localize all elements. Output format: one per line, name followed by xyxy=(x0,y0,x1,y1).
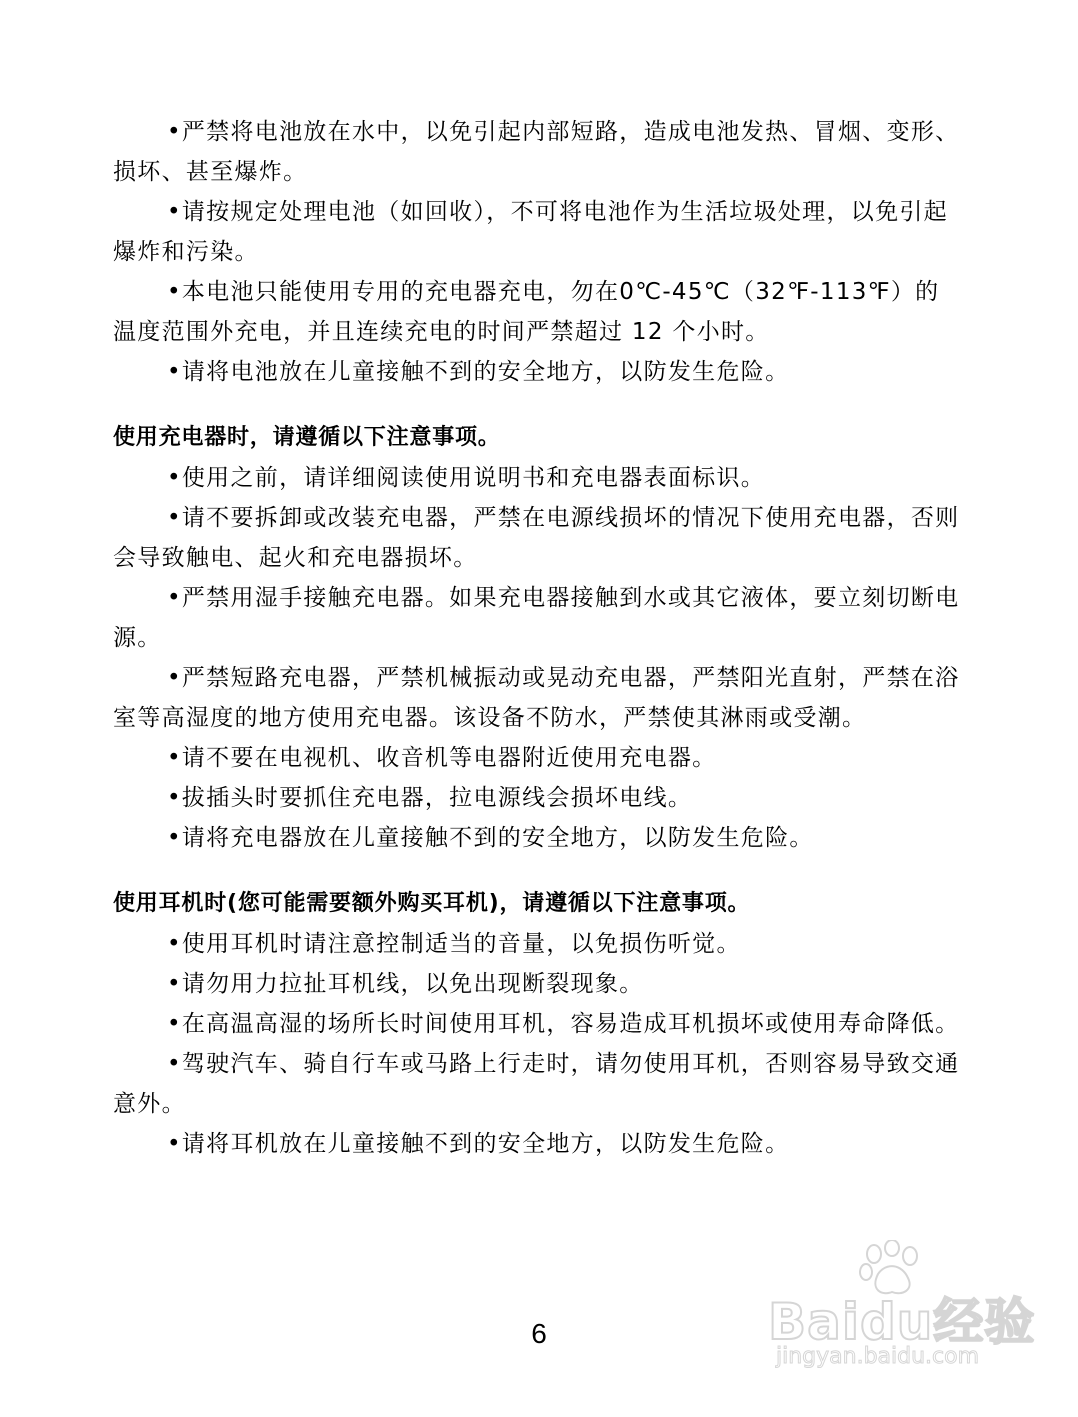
list-item: •严禁用湿手接触充电器。如果充电器接触到水或其它液体，要立刻切断电源。 xyxy=(113,585,960,651)
charger-safety-section xyxy=(113,418,963,858)
list-item: •请将电池放在儿童接触不到的安全地方，以防发生危险。 xyxy=(167,359,790,385)
list-item: •使用耳机时请注意控制适当的音量，以免损伤听觉。 xyxy=(167,931,741,957)
document-body xyxy=(113,112,963,1164)
list-item: •本电池只能使用专用的充电器充电，勿在0℃-45℃（32℉-113℉）的温度范围外充电，并且连续充电的时间严禁超过 12 个小时。 xyxy=(113,279,940,345)
list-item: •请将充电器放在儿童接触不到的安全地方，以防发生危险。 xyxy=(167,825,814,851)
list-item: •请将耳机放在儿童接触不到的安全地方，以防发生危险。 xyxy=(167,1131,790,1157)
section-heading: 使用耳机时(您可能需要额外购买耳机)，请遵循以下注意事项。 xyxy=(113,891,751,916)
list-item: •严禁短路充电器，严禁机械振动或晃动充电器，严禁阳光直射，严禁在浴室等高湿度的地方使用充电器。该设备不防水，严禁使其淋雨或受潮。 xyxy=(113,665,960,731)
battery-safety-section xyxy=(113,112,963,392)
list-item: •请按规定处理电池（如回收），不可将电池作为生活垃圾处理，以免引起爆炸和污染。 xyxy=(113,199,948,265)
page-number: 6 xyxy=(531,1318,547,1349)
list-item: •请不要在电视机、收音机等电器附近使用充电器。 xyxy=(167,745,717,771)
list-item: •驾驶汽车、骑自行车或马路上行走时，请勿使用耳机，否则容易导致交通意外。 xyxy=(113,1051,960,1117)
watermark-site: jingyan.baidu.com xyxy=(776,1344,980,1369)
list-item: •使用之前，请详细阅读使用说明书和充电器表面标识。 xyxy=(167,465,766,491)
list-item: •拔插头时要抓住充电器，拉电源线会损坏电线。 xyxy=(167,785,693,811)
list-item: •在高温高湿的场所长时间使用耳机，容易造成耳机损坏或使用寿命降低。 xyxy=(167,1011,960,1037)
section-heading: 使用充电器时，请遵循以下注意事项。 xyxy=(113,425,501,450)
list-item: •请勿用力拉扯耳机线，以免出现断裂现象。 xyxy=(167,971,644,997)
headphone-safety-section xyxy=(113,884,963,1164)
baidu-jingyan-watermark xyxy=(758,1240,1058,1380)
list-item: •请不要拆卸或改装充电器，严禁在电源线损坏的情况下使用充电器，否则会导致触电、起火和充电器损坏。 xyxy=(113,505,960,571)
watermark-brand: Baidu经验 xyxy=(768,1293,1036,1351)
list-item: •严禁将电池放在水中，以免引起内部短路，造成电池发热、冒烟、变形、损坏、甚至爆炸。 xyxy=(113,119,960,185)
